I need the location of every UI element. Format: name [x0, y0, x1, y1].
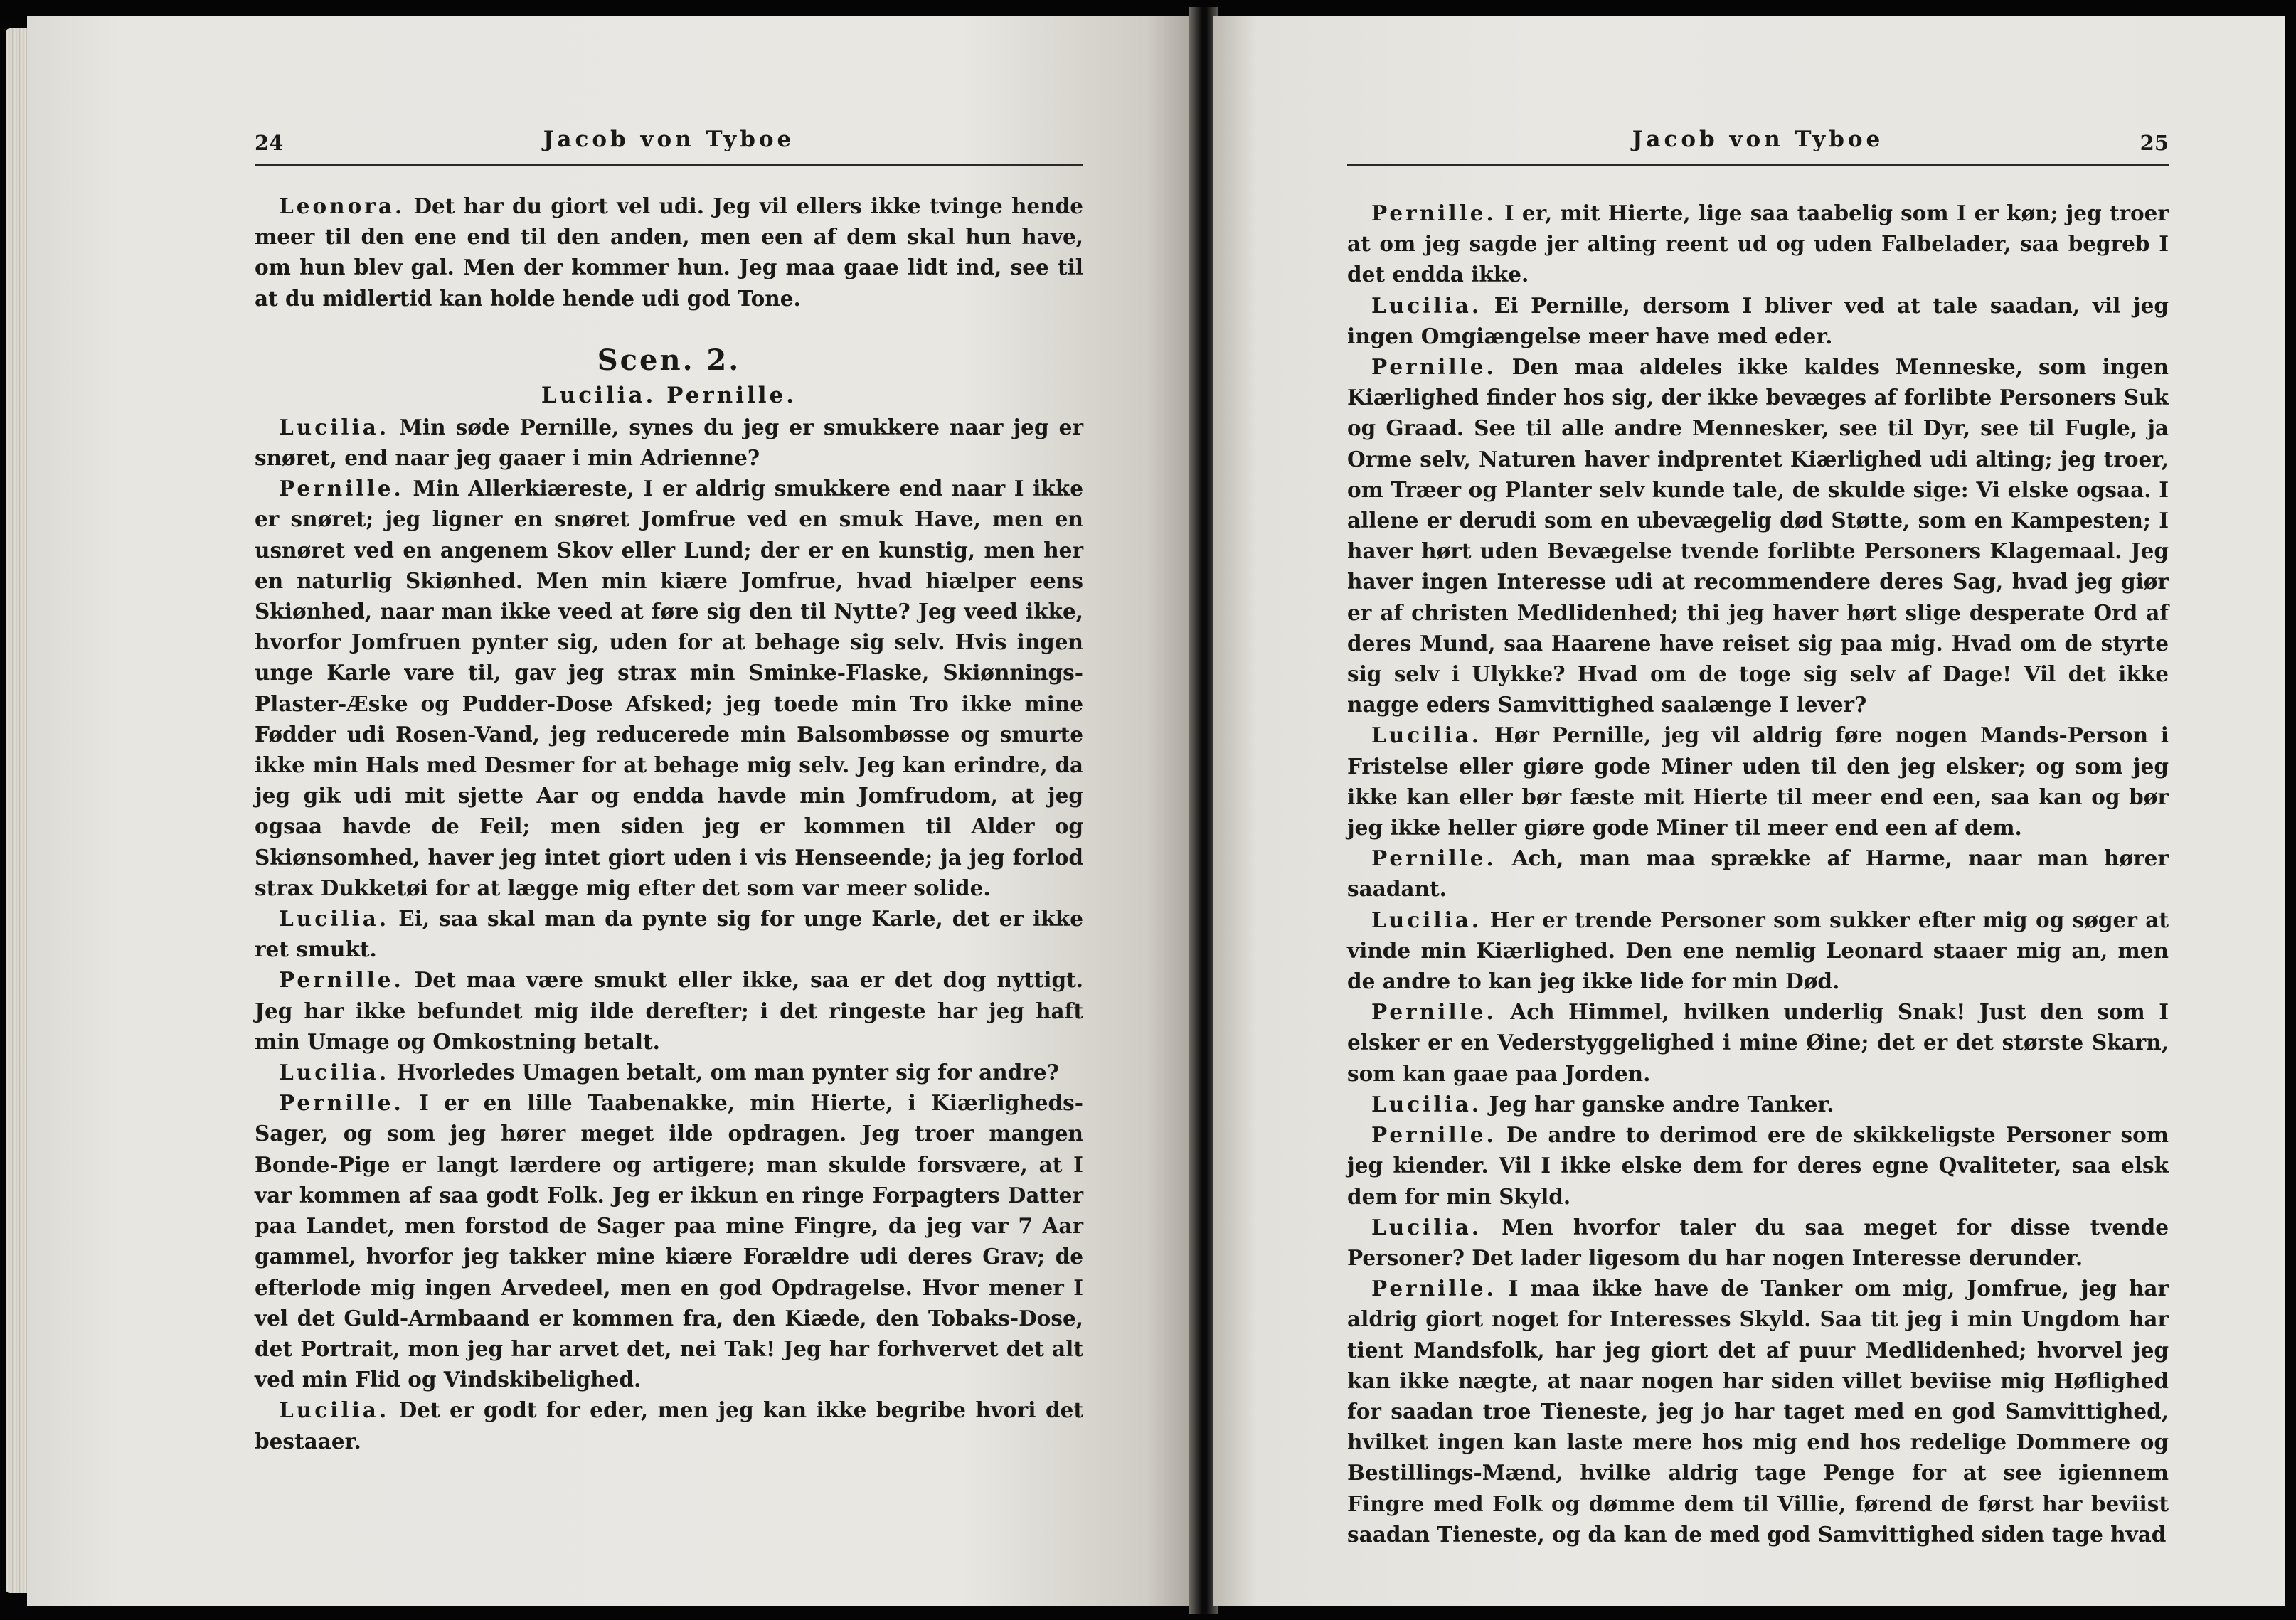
right-page [1213, 16, 2285, 1606]
speaker-name: Pernille. [279, 476, 404, 501]
paragraph [1347, 1119, 2169, 1212]
right-running-title: Jacob von Tyboe [1632, 127, 1884, 152]
dialogue-text: Den maa aldeles ikke kaldes Menneske, som ingen Kiærlighed finder hos sig, der ikke bevæges af forlibte Personers Suk og Graad. See til alle andre Mennesker, see til Dyr, see til Fugle, ja Orme selv, Naturen haver indprentet Kiærlighed udi alting; jeg troer, om Træer og Planter selv kunde tale, de skulde sige: Vi elske ogsaa. I allene er derudi som en ubevægelig død Støtte, som en Kampesten; I haver hørt uden Bevægelse tvende forlibte Personers Klagemaal. Jeg haver ingen Interesse udi at recommendere deres Sag, hvad jeg giør er af christen Medlidenhed; thi jeg haver hørt slige desperate Ord af deres Mund, saa Haarene have reiset sig paa mig. Hvad om de styrte sig selv i Ulykke? Hvad om de toge sig selv af Dage! Vil det ikke nagge eders Samvittighed saalænge I lever? [1347, 354, 2169, 718]
speaker-name: Pernille. [279, 1090, 404, 1116]
speaker-name: Lucilia. [1371, 292, 1482, 318]
dialogue-text: I er en lille Taabenakke, min Hierte, i Kiærligheds-Sager, og som jeg hører meget ilde opdragen. Jeg troer mangen Bonde-Pige er langt lærdere og artigere; man skulde forsvære, at I var kommen af saa godt Folk. Jeg er ikkun en ringe Forpagters Datter paa Landet, men forstod de Sager paa mine Fingre, da jeg var 7 Aar gammel, hvorfor jeg takker mine kiære Forældre udi deres Grav; de efterlode mig ingen Arvedeel, men en god Opdragelse. Hvor mener I vel det Guld-Armbaand er kommen fra, den Kiæde, den Tobaks-Dose, det Portrait, mon jeg har arvet det, nei Tak! Jeg har forhvervet det alt ved min Flid og Vindskibelighed. [255, 1090, 1083, 1392]
paragraph [1347, 843, 2169, 904]
speaker-name: Pernille. [1371, 846, 1497, 871]
paragraph [1347, 198, 2169, 290]
paragraph [1347, 720, 2169, 843]
paragraph [255, 1395, 1083, 1456]
paragraph [255, 1057, 1083, 1087]
speaker-name: Lucilia. [1371, 907, 1482, 932]
speaker-name: Lucilia. [1371, 723, 1482, 748]
dialogue-text: I maa ikke have de Tanker om mig, Jomfrue, jeg har aldrig giort noget for Interesses Skyld. Saa tit jeg i min Ungdom har tient Mandsfolk, har jeg giort det af puur Medlidenhed; hvorvel jeg kan ikke nægte, at naar nogen har siden villet beviise mig Høflighed for saadan troe Tieneste, jeg jo har taget med en god Samvittighed, hvilket ingen kan laste mere hos mig end hos redelige Dommere og Bestillings-Mænd, hvilke aldrig tage Penge for at see igiennem Fingre med Folk og dømme dem til Villie, førend de først har beviist saadan Tieneste, og da kan de med god Samvittighed siden tage hvad [1347, 1276, 2169, 1547]
left-page-body [255, 191, 1083, 1456]
scene-cast-list: Lucilia. Pernille. [541, 382, 797, 408]
paragraph [1347, 290, 2169, 351]
dialogue-text: Men hvorfor taler du saa meget for disse tvende Personer? Det lader ligesom du har nogen Interesse derunder. [1347, 1214, 2169, 1270]
speaker-name: Lucilia. [279, 1397, 390, 1423]
speaker-name: Lucilia. [1371, 1214, 1482, 1240]
dialogue-text: Min Allerkiæreste, I er aldrig smukkere end naar I ikke er snøret; jeg ligner en snøret Jomfrue ved en smuk Have, men en usnøret ved en angenem Skov eller Lund; der er en kunstig, men her en naturlig Skiønhed. Men min kiære Jomfrue, hvad hiælper eens Skiønhed, naar man ikke veed at føre sig den til Nytte? Jeg veed ikke, hvorfor Jomfruen pynter sig, uden for at behage sig selv. Hvis ingen unge Karle vare til, gav jeg strax min Sminke-Flaske, Skiønnings-Plaster-Æske og Pudder-Dose Afsked; jeg toede min Tro ikke mine Fødder udi Rosen-Vand, jeg reducerede min Balsombøsse og smurte ikke min Hals med Desmer for at behage mig selv. Jeg kan erindre, da jeg gik udi mit sjette Aar og endda havde min Jomfrudom, at jeg ogsaa havde de Feil; men siden jeg er kommen til Alder og Skiønsomhed, haver jeg intet giort uden i vis Henseende; ja jeg forlod strax Dukketøi for at lægge mig efter det som var meer solide. [255, 476, 1083, 900]
speaker-name: Pernille. [279, 967, 404, 993]
paragraph [1347, 905, 2169, 997]
paragraph [255, 1087, 1083, 1395]
speaker-name: Lucilia. [1371, 1091, 1482, 1117]
dialogue-text: De andre to derimod ere de skikkeligste Personer som jeg kiender. Vil I ikke elske dem for deres egne Qvaliteter, saa elsk dem for min Skyld. [1347, 1122, 2169, 1209]
left-running-head [255, 121, 1083, 166]
dialogue-text: Ach, man maa sprække af Harme, naar man hører saadant. [1347, 846, 2169, 902]
paragraph [1347, 1212, 2169, 1273]
dialogue-text: Jeg har ganske andre Tanker. [1489, 1091, 1834, 1117]
dialogue-text: Ach Himmel, hvilken underlig Snak! Just den som I elsker er en Vederstyggelighed i mine Øine; det er det største Skarn, som kan gaae paa Jorden. [1347, 999, 2169, 1086]
paragraph [255, 964, 1083, 1057]
speaker-name: Lucilia. [279, 906, 390, 932]
dialogue-text: Hvorledes Umagen betalt, om man pynter sig for andre? [396, 1060, 1059, 1085]
scene-heading: Scen. 2. [597, 343, 741, 377]
dialogue-text: I er, mit Hierte, lige saa taabelig som I er køn; jeg troer at om jeg sagde jer alting reent ud og uden Falbelader, saa begreb I det endda ikke. [1347, 201, 2169, 287]
left-running-title: Jacob von Tyboe [543, 127, 795, 152]
speaker-name: Pernille. [1371, 999, 1497, 1025]
paragraph [1347, 1089, 2169, 1119]
paragraph [1347, 996, 2169, 1089]
dialogue-text: Min søde Pernille, synes du jeg er smukkere naar jeg er snøret, end naar jeg gaaer i min Adrienne? [255, 414, 1083, 471]
paragraph [1347, 351, 2169, 720]
speaker-name: Lucilia. [279, 414, 390, 439]
speaker-name: Pernille. [1371, 354, 1497, 380]
speaker-name: Leonora. [279, 193, 405, 218]
speaker-name: Pernille. [1371, 201, 1497, 225]
dialogue-text: Det er godt for eder, men jeg kan ikke begribe hvori det bestaaer. [255, 1397, 1083, 1454]
paragraph [255, 412, 1083, 473]
dialogue-text: Det har du giort vel udi. Jeg vil ellers ikke tvinge hende meer til den ene end til den anden, men een af dem skal hun have, om hun blev gal. Men der kommer hun. Jeg maa gaae lidt ind, see til at du midlertid kan holde hende udi god Tone. [255, 193, 1083, 311]
speaker-name: Pernille. [1371, 1276, 1497, 1301]
dialogue-text: Hør Pernille, jeg vil aldrig føre nogen Mands-Person i Fristelse eller giøre gode Miner uden til den jeg elsker; og som jeg ikke kan eller bør fæste mit Hierte til meer end een, saa kan og bør jeg ikke heller giøre gode Miner til meer end een af dem. [1347, 723, 2169, 841]
right-page-body [1347, 198, 2169, 1550]
right-page-number: 25 [2140, 131, 2169, 155]
paragraph [255, 191, 1083, 314]
dialogue-text: Det maa være smukt eller ikke, saa er det dog nyttigt. Jeg har ikke befundet mig ilde derefter; i det ringeste har jeg haft min Umage og Omkostning betalt. [255, 967, 1083, 1054]
paragraph [1347, 1273, 2169, 1550]
left-page [27, 16, 1194, 1606]
paragraph [255, 903, 1083, 964]
dialogue-text: Ei, saa skal man da pynte sig for unge Karle, det er ikke ret smukt. [255, 906, 1083, 962]
right-running-head [1347, 121, 2169, 166]
paragraph [255, 473, 1083, 903]
left-page-number: 24 [255, 131, 284, 155]
speaker-name: Pernille. [1371, 1122, 1497, 1148]
speaker-name: Lucilia. [279, 1060, 390, 1085]
dialogue-text: Her er trende Personer som sukker efter mig og søger at vinde min Kiærlighed. Den ene nemlig Leonard staaer mig an, men de andre to kan jeg ikke lide for min Død. [1347, 907, 2169, 994]
dialogue-text: Ei Pernille, dersom I bliver ved at tale saadan, vil jeg ingen Omgiængelse meer have med eder. [1347, 292, 2169, 348]
